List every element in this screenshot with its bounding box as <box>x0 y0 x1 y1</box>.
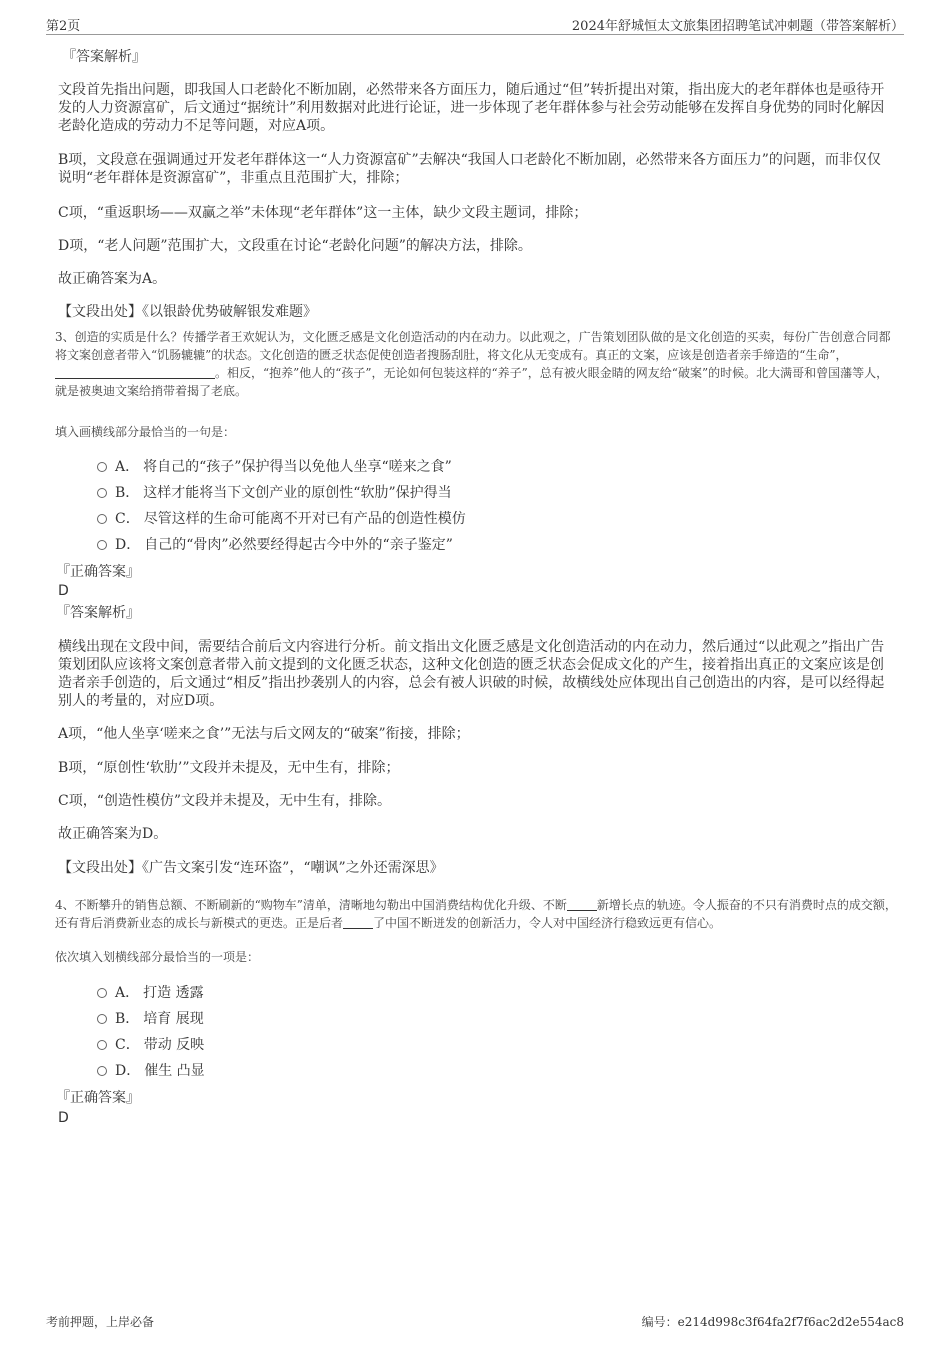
q3-option-b[interactable]: B． 这样才能将当下文创产业的原创性“软肋”保护得当 <box>97 484 452 502</box>
radio-icon[interactable] <box>97 1040 107 1050</box>
q2-analysis-para-3: C项，“重返职场——双赢之举”未体现“老年群体”这一主体，缺少文段主题词，排除； <box>58 205 588 221</box>
q3-stem <box>55 328 898 400</box>
q4-prompt: 依次填入划横线部分最恰当的一项是： <box>55 950 260 964</box>
document-id: 编号：e214d998c3f64fa2f7f6ac2d2e554ac8 <box>641 1315 904 1329</box>
q3-option-d[interactable]: D． 自己的“骨肉”必然要经得起古今中外的“亲子鉴定” <box>97 536 453 554</box>
radio-icon[interactable] <box>97 988 107 998</box>
q3-analysis-para-3: B项，“原创性‘软肋’”文段并未提及，无中生有，排除； <box>58 760 400 776</box>
footer-slogan: 考前押题，上岸必备 <box>46 1315 155 1329</box>
q4-option-a[interactable]: A． 打造 透露 <box>97 984 204 1002</box>
q4-stem <box>55 896 898 932</box>
q4-answer: D <box>58 1110 69 1126</box>
q4-blank-2 <box>343 928 373 929</box>
q3-stem-part-2: 。相反，“抱养”他人的“孩子”，无论如何包装这样的“养子”，总有被火眼金睛的网友给“破案”的时候。北大满哥和曾国藩等人，就是被奥迪文案给捎带着揭了老底。 <box>55 366 889 398</box>
q3-stem-part-1: 3、创造的实质是什么？传播学者王欢妮认为，文化匮乏感是文化创造活动的内在动力。以此观之，广告策划团队做的是文化创造的买卖，每份广告创意合同都将文案创意者带入“饥肠辘辘”的状态。文化创造的匮乏状态促使创造者搜肠刮肚，将文化从无变成有。真正的文案，应该是创造者亲手缔造的“生命”， <box>55 330 891 362</box>
q4-option-c[interactable]: C． 带动 反映 <box>97 1036 204 1054</box>
q3-analysis-para-4: C项，“创造性模仿”文段并未提及，无中生有，排除。 <box>58 793 392 809</box>
q3-answer-blank <box>55 378 215 379</box>
q3-prompt: 填入画横线部分最恰当的一句是： <box>55 425 236 439</box>
page-header <box>46 14 904 35</box>
radio-icon[interactable] <box>97 540 107 550</box>
radio-icon[interactable] <box>97 1014 107 1024</box>
q3-answer: D <box>58 583 69 599</box>
q4-option-b[interactable]: B． 培育 展现 <box>97 1010 204 1028</box>
q2-analysis-para-4: D项，“老人问题”范围扩大，文段重在讨论“老龄化问题”的解决方法，排除。 <box>58 238 532 254</box>
q4-stem-part-3: 了中国不断迸发的创新活力，令人对中国经济行稳致远更有信心。 <box>373 916 722 930</box>
page-number: 第2页 <box>46 19 81 34</box>
q2-analysis-para-2: B项，文段意在强调通过开发老年群体这一“人力资源富矿”去解决“我国人口老龄化不断加剧，必然带来各方面压力”的问题，而非仅仅说明“老年群体是资源富矿”，非重点且范围扩大，排除； <box>58 152 881 186</box>
q2-analysis-para-1: 文段首先指出问题，即我国人口老龄化不断加剧，必然带来各方面压力，随后通过“但”转折提出对策，指出庞大的老年群体也是亟待开发的人力资源富矿，后文通过“据统计”利用数据对此进行论证，进一步体现了老年群体参与社会劳动能够在发挥自身优势的同时化解因老龄化造成的劳动力不足等问题，对应A项。 <box>58 82 885 134</box>
q3-conclusion: 故正确答案为D。 <box>58 826 168 842</box>
q4-blank-1 <box>567 910 597 911</box>
q4-answer-label: 『正确答案』 <box>56 1090 140 1106</box>
q4-stem-part-2: 新增长点的轨迹。令人振奋的不只有消费时点的成交额，还有背后消费新业态的成长与新模式的更迭。正是后者 <box>55 898 897 930</box>
radio-icon[interactable] <box>97 488 107 498</box>
q2-source: 【文段出处】《以银龄优势破解银发难题》 <box>58 304 317 320</box>
q3-option-c[interactable]: C． 尽管这样的生命可能离不开对已有产品的创造性模仿 <box>97 510 466 528</box>
q3-answer-label: 『正确答案』 <box>56 564 140 580</box>
q2-conclusion: 故正确答案为A。 <box>58 271 167 287</box>
radio-icon[interactable] <box>97 514 107 524</box>
q3-source: 【文段出处】《广告文案引发“连环盗”，“嘲讽”之外还需深思》 <box>58 860 444 876</box>
q2-analysis-label: 『答案解析』 <box>62 49 146 65</box>
radio-icon[interactable] <box>97 1066 107 1076</box>
q4-option-d[interactable]: D． 催生 凸显 <box>97 1062 205 1080</box>
q3-analysis-para-1: 横线出现在文段中间，需要结合前后文内容进行分析。前文指出文化匮乏感是文化创造活动的内在动力，然后通过“以此观之”指出广告策划团队应该将文案创意者带入前文提到的文化匮乏状态，这种文化创造的匮乏状态会促成文化的产生，接着指出真正的文案应该是创造者亲手创造的，后文通过“相反”指出抄袭别人的内容，总会有被人识破的时候，故横线处应体现出自己创造出的内容，是可以经得起别人的考量的，对应D项。 <box>58 639 885 709</box>
radio-icon[interactable] <box>97 462 107 472</box>
document-title: 2024年舒城恒太文旅集团招聘笔试冲刺题（带答案解析） <box>571 19 904 34</box>
q3-analysis-para-2: A项，“他人坐享‘嗟来之食’”无法与后文网友的“破案”衔接，排除； <box>58 726 470 742</box>
q3-analysis-label: 『答案解析』 <box>56 605 140 621</box>
q3-option-a[interactable]: A． 将自己的“孩子”保护得当以免他人坐享“嗟来之食” <box>97 458 452 476</box>
q4-stem-part-1: 4、不断攀升的销售总额、不断刷新的“购物车”清单，清晰地勾勒出中国消费结构优化升级、不断 <box>55 898 567 912</box>
